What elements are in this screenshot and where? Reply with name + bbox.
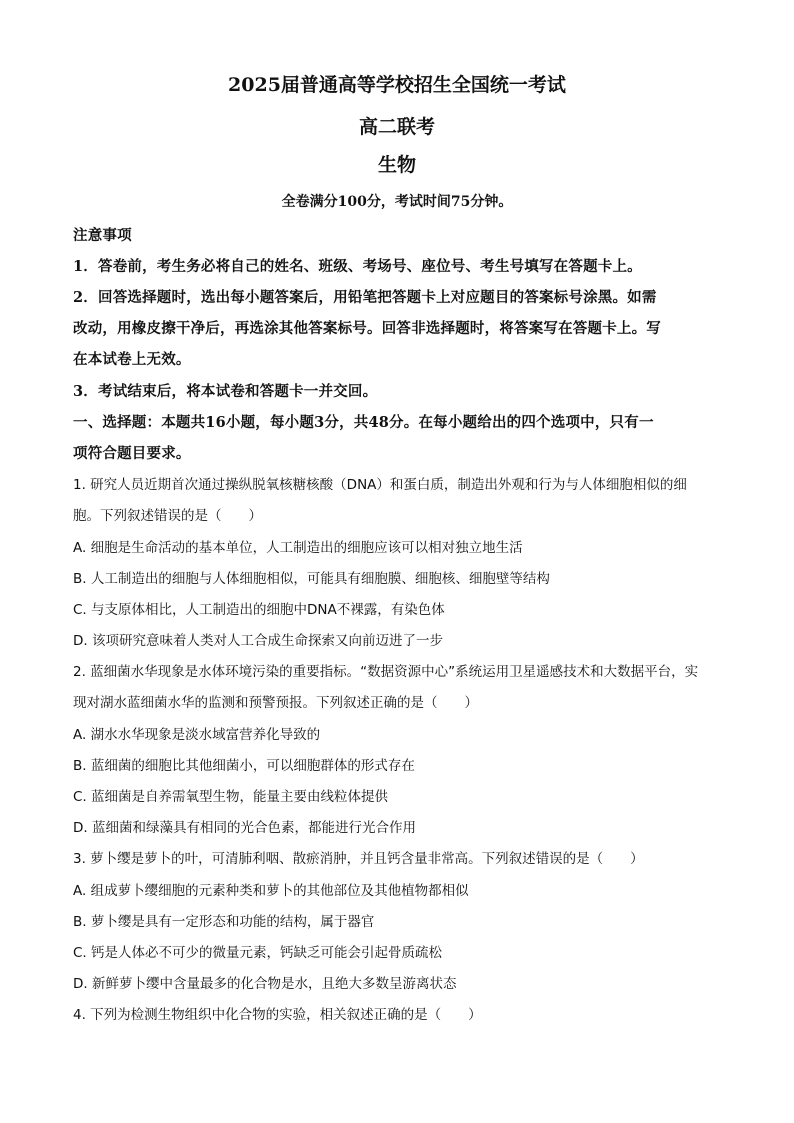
- q3-option-b: B. 萝卜缨是具有一定形态和功能的结构，属于器官: [73, 914, 375, 930]
- q2-stem-line-1: 2. 蓝细菌水华现象是水体环境污染的重要指标。“数据资源中心”系统运用卫星遥感技术和大数据平台，实: [73, 664, 699, 680]
- q4-stem-line-1: 4. 下列为检测生物组织中化合物的实验，相关叙述正确的是（ ）: [73, 1007, 482, 1023]
- section-heading-line-2: 项符合题目要求。: [73, 445, 191, 462]
- q2-option-c: C. 蓝细菌是自养需氧型生物，能量主要由线粒体提供: [73, 789, 389, 805]
- q3-option-d: D. 新鲜萝卜缨中含量最多的化合物是水，且绝大多数呈游离状态: [73, 976, 457, 992]
- q2-option-a: A. 湖水水华现象是淡水域富营养化导致的: [73, 727, 321, 743]
- q1-option-d: D. 该项研究意味着人类对人工合成生命探索又向前迈进了一步: [73, 633, 443, 649]
- q1-option-a: A. 细胞是生命活动的基本单位，人工制造出的细胞应该可以相对独立地生活: [73, 540, 523, 556]
- q2-stem-line-2: 现对湖水蓝细菌水华的监测和预警预报。下列叙述正确的是（ ）: [73, 695, 478, 711]
- q2-option-d: D. 蓝细菌和绿藻具有相同的光合色素，都能进行光合作用: [73, 820, 416, 836]
- q3-option-c: C. 钙是人体必不可少的微量元素，钙缺乏可能会引起骨质疏松: [73, 945, 443, 961]
- notes-item-3: 3．考试结束后，将本试卷和答题卡一并交回。: [73, 383, 378, 400]
- q1-stem-line-1: 1. 研究人员近期首次通过操纵脱氧核糖核酸（DNA）和蛋白质，制造出外观和行为与人体细胞相似的细: [73, 477, 687, 493]
- exam-grade: 高二联考: [358, 116, 435, 138]
- notes-item-2-line-2: 改动，用橡皮擦干净后，再选涂其他答案标号。回答非选择题时，将答案写在答题卡上。写: [73, 320, 661, 337]
- notes-item-2-line-1: 2．回答选择题时，选出每小题答案后，用铅笔把答题卡上对应题目的答案标号涂黑。如需: [73, 289, 657, 306]
- notes-item-1: 1．答卷前，考生务必将自己的姓名、班级、考场号、座位号、考生号填写在答题卡上。: [73, 258, 642, 275]
- exam-info: 全卷满分100分，考试时间75分钟。: [281, 194, 513, 210]
- notes-heading: 注意事项: [73, 227, 132, 244]
- q3-stem-line-1: 3. 萝卜缨是萝卜的叶，可清肺利咽、散瘀消肿，并且钙含量非常高。下列叙述错误的是（ ）: [73, 851, 644, 867]
- exam-subject: 生物: [377, 154, 416, 176]
- q3-option-a: A. 组成萝卜缨细胞的元素种类和萝卜的其他部位及其他植物都相似: [73, 883, 469, 899]
- q1-stem-line-2: 胞。下列叙述错误的是（ ）: [73, 508, 262, 524]
- section-heading-line-1: 一、选择题：本题共16小题，每小题3分，共48分。在每小题给出的四个选项中，只有一: [73, 414, 654, 431]
- exam-title: 2025届普通高等学校招生全国统一考试: [228, 74, 566, 96]
- q1-option-c: C. 与支原体相比，人工制造出的细胞中DNA不裸露，有染色体: [73, 602, 445, 618]
- q2-option-b: B. 蓝细菌的细胞比其他细菌小，可以细胞群体的形式存在: [73, 758, 415, 774]
- q1-option-b: B. 人工制造出的细胞与人体细胞相似，可能具有细胞膜、细胞核、细胞壁等结构: [73, 571, 550, 587]
- notes-item-2-line-3: 在本试卷上无效。: [73, 351, 191, 368]
